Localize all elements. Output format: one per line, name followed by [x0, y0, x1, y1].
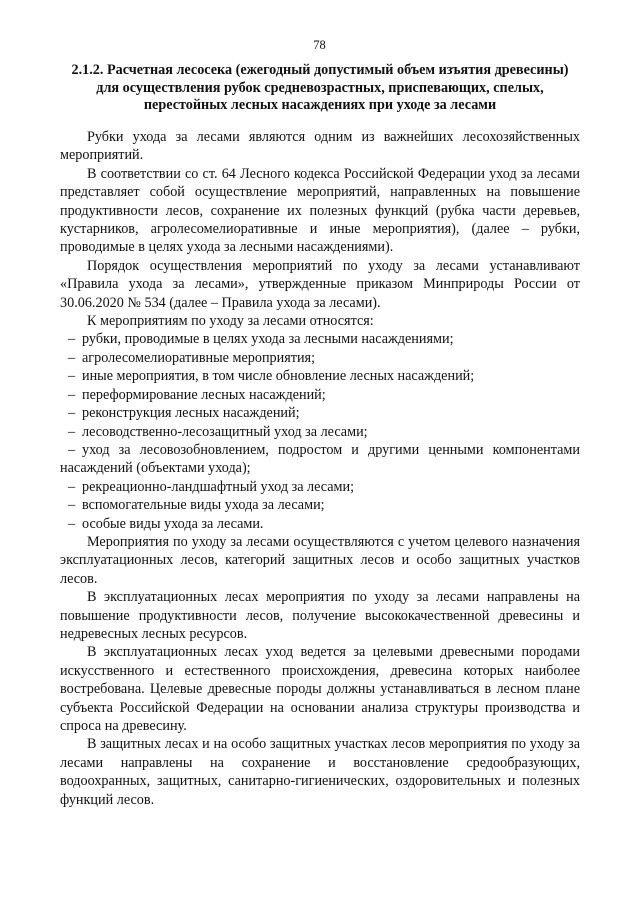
- list-item-text: уход за лесовозобновлением, подростом и другими ценными компонентами насаждений (объектами ухода);: [60, 441, 580, 477]
- list-item-text: переформирование лесных насаждений;: [82, 386, 326, 403]
- paragraph-protective-forests: В защитных лесах и на особо защитных участках лесов мероприятия по уходу за лесами направлены на сохранение и восстановление средообразующих, водоохранных, защитных, санитарно-гигиенических, оздоровительных и полезных функций лесов.: [60, 736, 580, 808]
- list-dash: –: [68, 497, 76, 514]
- list-item: [60, 367, 580, 385]
- list-item: [60, 496, 580, 514]
- list-item: [60, 349, 580, 367]
- list-dash: –: [68, 441, 76, 458]
- measures-list: [60, 330, 580, 532]
- list-dash: –: [68, 515, 76, 532]
- list-item: [60, 386, 580, 404]
- list-item-text: лесоводственно-лесозащитный уход за лесами;: [82, 423, 368, 440]
- list-item: [60, 478, 580, 496]
- list-item-text: рекреационно-ландшафтный уход за лесами;: [82, 478, 355, 495]
- list-dash: –: [68, 423, 76, 440]
- paragraph-purpose: Мероприятия по уходу за лесами осуществляются с учетом целевого назначения эксплуатационных лесов, категорий защитных лесов и особо защитных участков лесов.: [60, 533, 580, 587]
- list-item-text: иные мероприятия, в том числе обновление лесных насаждений;: [82, 368, 475, 385]
- paragraph-forest-code: В соответствии со ст. 64 Лесного кодекса Российской Федерации уход за лесами представляет собой осуществление мероприятий, направленных на повышение продуктивности лесов, сохранение их полезных функций (рубка части деревьев, кустарников, агролесомелиоративные и иные мероприятия), (далее – рубки, проводимые в целях ухода за лесными насаждениями).: [60, 165, 580, 256]
- list-item: [60, 404, 580, 422]
- list-item-text: реконструкция лесных насаждений;: [82, 405, 300, 422]
- paragraph-target-species: В эксплуатационных лесах уход ведется за целевыми древесными породами искусственного и естественного происхождения, древесина которых наиболее востребована. Целевые древесные породы должны устанавливаться в лесном плане субъекта Российской Федерации на основании анализа структуры производства и спроса на древесину.: [60, 644, 580, 734]
- list-dash: –: [68, 368, 76, 385]
- list-item: [60, 515, 580, 533]
- list-item-text: вспомогательные виды ухода за лесами;: [82, 497, 325, 514]
- list-item: [60, 330, 580, 348]
- paragraph-list-intro: К мероприятиям по уходу за лесами относятся:: [87, 313, 374, 330]
- list-dash: –: [68, 478, 76, 495]
- list-dash: –: [68, 405, 76, 422]
- list-item-text: рубки, проводимые в целях ухода за лесными насаждениями;: [82, 331, 454, 348]
- list-dash: –: [68, 331, 76, 348]
- paragraph-productivity: В эксплуатационных лесах мероприятия по уходу за лесами направлены на повышение продуктивности лесов, получение высококачественной древесины и недревесных лесных ресурсов.: [60, 589, 580, 642]
- page-number: 78: [313, 38, 326, 52]
- paragraph-rules: Порядок осуществления мероприятий по уходу за лесами устанавливают «Правила ухода за лесами», утвержденные приказом Минприроды России от 30.06.2020 № 534 (далее – Правила ухода за лесами).: [60, 257, 580, 311]
- list-dash: –: [68, 386, 76, 403]
- list-item-text: агролесомелиоративные мероприятия;: [82, 349, 316, 366]
- list-item-text: особые виды ухода за лесами.: [82, 515, 264, 532]
- list-dash: –: [68, 349, 76, 366]
- list-item: [60, 441, 580, 478]
- document-body: [60, 128, 580, 809]
- list-item: [60, 423, 580, 441]
- section-heading: 2.1.2. Расчетная лесосека (ежегодный допустимый объем изъятия древесины) для осуществления рубок средневозрастных, приспевающих, спелых, перестойных лесных насаждениях при уходе за лесами: [71, 62, 569, 114]
- paragraph-intro: Рубки ухода за лесами являются одним из важнейших лесохозяйственных мероприятий.: [60, 129, 580, 164]
